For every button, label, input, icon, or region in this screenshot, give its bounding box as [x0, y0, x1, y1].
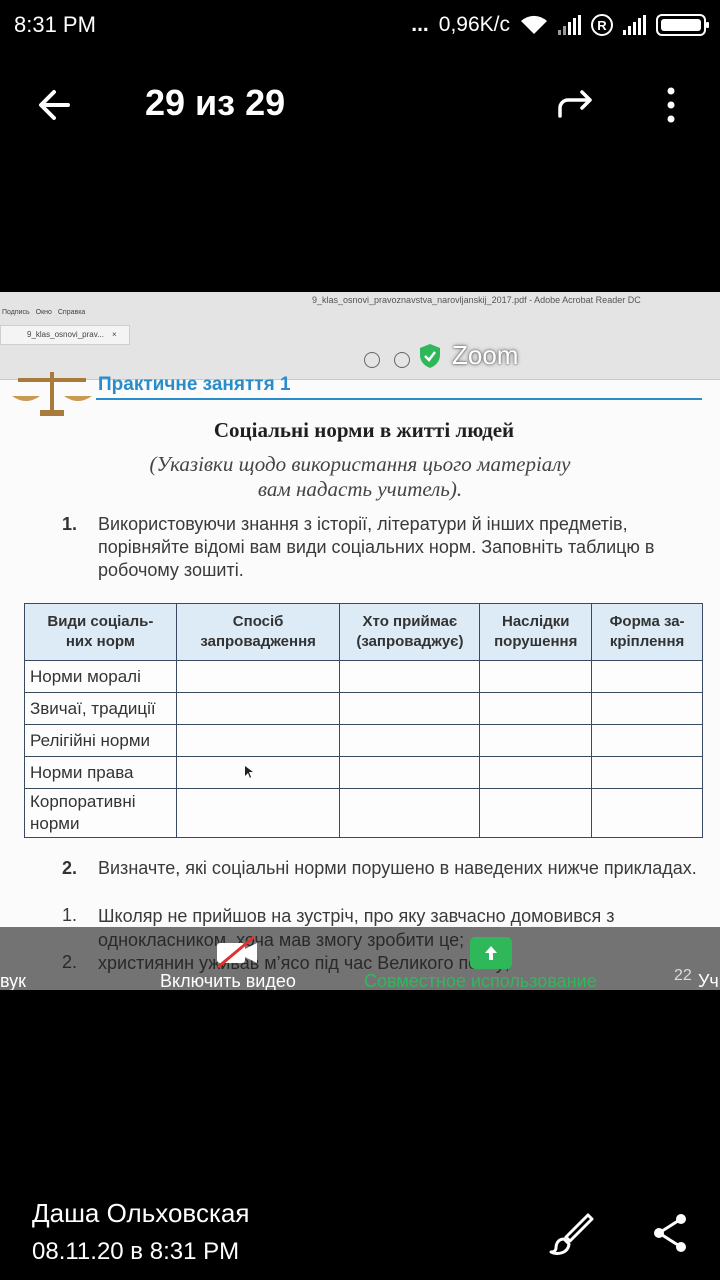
forward-share-icon[interactable] [552, 82, 598, 128]
table-header: Види соціаль- них норм [25, 604, 177, 661]
mouse-cursor-icon [245, 766, 253, 778]
participants-count: 22 [674, 967, 692, 984]
photo-content[interactable] [0, 292, 720, 990]
row-label: Норми моралі [25, 661, 177, 693]
shield-check-icon [418, 343, 442, 369]
acrobat-menu: Подпись Окно Справка [2, 309, 86, 316]
practice-title: Практичне заняття 1 [98, 374, 291, 395]
task-1-number: 1. [62, 514, 78, 534]
subtask-1-text: Школяр не прийшов на зустріч, про яку завчасно домовився з [98, 906, 615, 926]
arrow-back-icon[interactable] [30, 82, 80, 128]
battery-icon [656, 14, 706, 36]
table-row [25, 693, 703, 725]
document-page [0, 374, 720, 990]
participants-label: Уч [698, 971, 719, 990]
status-time: 8:31 PM [14, 12, 96, 37]
more-vert-icon[interactable] [656, 82, 686, 128]
signal-icon [558, 15, 581, 35]
table-header: Форма за- кріплення [592, 604, 703, 661]
page-down-icon [394, 352, 410, 368]
note-line-1: (Указівки щодо використання цього матеріалу [149, 452, 571, 476]
share-label: Совместное использование [364, 971, 597, 990]
subtask-1-number: 1. [62, 905, 78, 925]
acrobat-tab [0, 325, 130, 345]
zoom-badge [418, 340, 518, 371]
network-speed: 0,96K/c [438, 13, 510, 36]
image-counter: 29 из 29 [145, 82, 286, 123]
table-header: Наслідки порушення [480, 604, 592, 661]
status-dots: ... [411, 13, 429, 36]
audio-label: вук [0, 971, 27, 990]
zoom-toolbar [0, 927, 720, 990]
share-icon[interactable] [650, 1212, 690, 1254]
document-title: Соціальні норми в житті людей [213, 418, 515, 442]
table-row [25, 789, 703, 838]
row-label: Релігійні норми [25, 725, 177, 757]
sender-name: Даша Ольховская [32, 1198, 250, 1228]
page-up-icon [364, 352, 380, 368]
acrobat-tool-icons [364, 352, 410, 368]
acrobat-tab-label: 9_klas_osnovi_prav... [27, 330, 104, 339]
video-off-icon [214, 935, 260, 969]
norms-table [24, 603, 703, 838]
wifi-icon [520, 14, 548, 36]
table-row [25, 725, 703, 757]
table-row [25, 661, 703, 693]
title-rule [96, 398, 702, 400]
table-header: Хто приймає (запроваджує) [340, 604, 480, 661]
task-1-text: Використовуючи знання з історії, літератури й інших предметів, порівняйте відомі вам види соціальних норм. Заповніть таблицю в робочому зошиті. [98, 514, 655, 580]
status-icons [411, 13, 706, 37]
table-row [25, 757, 703, 789]
acrobat-window-title: 9_klas_osnovi_pravoznavstva_narovljanskij_2017.pdf - Adobe Acrobat Reader DC [312, 295, 641, 305]
row-label: Норми права [25, 757, 177, 789]
edit-brush-icon[interactable] [548, 1210, 594, 1256]
task-2-text: Визначте, які соціальні норми порушено в наведених нижче прикладах. [98, 858, 697, 878]
acrobat-tab-close: × [112, 330, 117, 339]
photo-timestamp: 08.11.20 в 8:31 PM [32, 1238, 240, 1265]
task-2-number: 2. [62, 858, 78, 878]
roaming-icon: R [591, 14, 613, 36]
document-note [0, 452, 720, 502]
table-header: Спосіб запровадження [176, 604, 340, 661]
share-screen-icon [470, 937, 512, 969]
top-navigation [0, 60, 720, 150]
zoom-label: Zoom [452, 340, 519, 370]
note-line-2: вам надасть учитель). [257, 477, 463, 501]
scales-icon [10, 370, 94, 420]
table-header-row [25, 604, 703, 661]
status-bar [0, 0, 720, 50]
signal-icon [623, 15, 646, 35]
row-label: Звичаї, традиції [25, 693, 177, 725]
row-label: Корпоративні норми [25, 789, 177, 838]
acrobat-toolbar [0, 292, 720, 380]
video-label: Включить видео [160, 971, 296, 990]
